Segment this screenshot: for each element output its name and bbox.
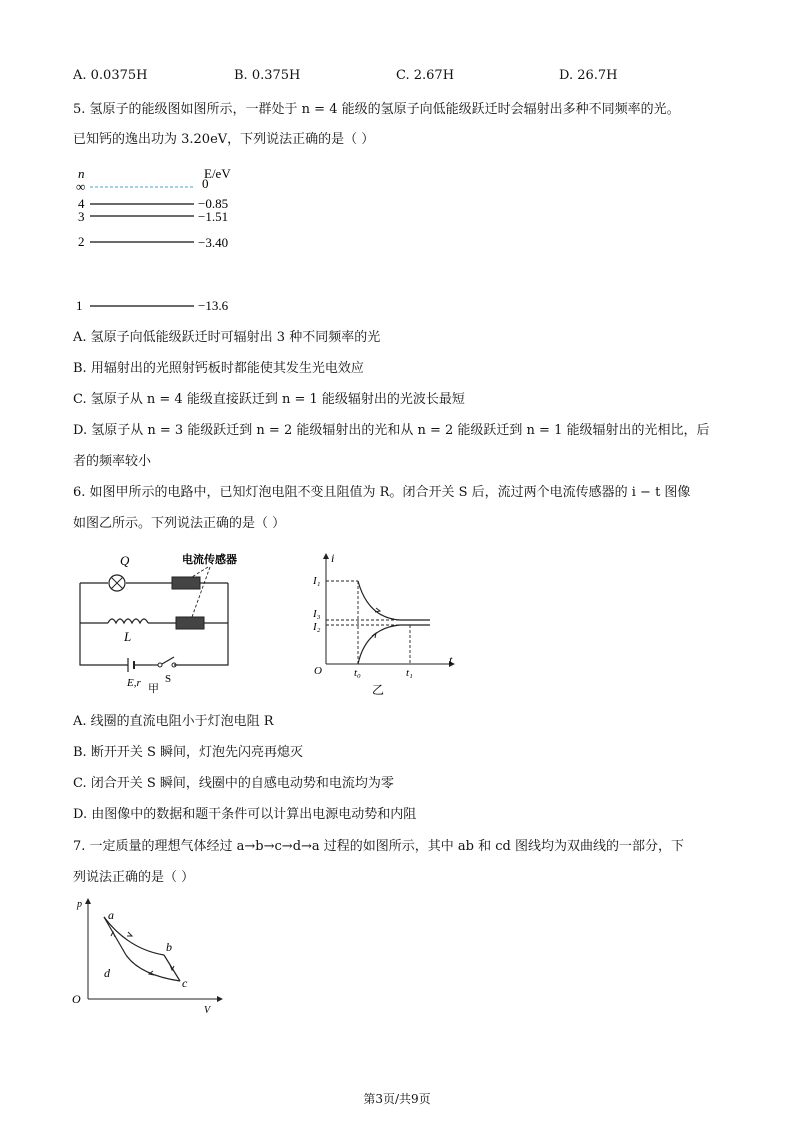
sensor-label: 电流传感器	[182, 554, 237, 566]
lamp-current-curve	[358, 581, 430, 620]
point-c-label: c	[182, 976, 188, 990]
q4-option-d: D. 26.7H	[559, 68, 618, 83]
level-e-inf: 0	[202, 176, 209, 191]
q4-option-c: C. 2.67H	[396, 68, 455, 83]
q6-stem-line1: 6. 如图甲所示的电路中，已知灯泡电阻不变且阻值为 R。闭合开关 S 后，流过两个电流传感器的 i − t 图像	[73, 485, 691, 500]
point-b-label: b	[166, 940, 172, 954]
level-n-3: 3	[78, 209, 85, 224]
q4-option-b: B. 0.375H	[234, 68, 301, 83]
q6-stem-line2: 如图乙所示。下列说法正确的是（ ）	[73, 516, 286, 531]
q7-stem-line1: 7. 一定质量的理想气体经过 a→b→c→d→a 过程的如图所示，其中 ab 和 cd 图线均为双曲线的一部分，下	[73, 839, 685, 854]
level-n-2: 2	[78, 234, 85, 249]
q5-option-d-line2: 者的频率较小	[73, 454, 152, 469]
level-n-inf: ∞	[76, 179, 86, 194]
current-sensor-1	[172, 577, 200, 589]
q4-option-a: A. 0.0375H	[73, 68, 148, 83]
energy-axis-label: E/eV	[204, 166, 231, 181]
battery-label: E,r	[127, 677, 141, 689]
level-e-1: −13.6	[198, 298, 229, 313]
inductor-icon	[108, 619, 148, 623]
level-e-3: −1.51	[198, 209, 229, 224]
q5-option-b: B. 用辐射出的光照射钙板时都能使其发生光电效应	[73, 361, 364, 376]
process-bc	[164, 955, 180, 981]
q5-option-c: C. 氢原子从 n = 4 能级直接跃迁到 n = 1 能级辐射出的光波长最短	[73, 392, 465, 407]
page-footer: 第3页/共9页	[363, 1092, 431, 1106]
q5-stem-line2: 已知钙的逸出功为 3.20eV，下列说法正确的是（ ）	[73, 132, 375, 147]
graph-caption: 乙	[372, 683, 385, 697]
i2-label: I₂	[313, 621, 321, 633]
q5-energy-level-diagram	[70, 160, 270, 320]
q5-option-a: A. 氢原子向低能级跃迁时可辐射出 3 种不同频率的光	[73, 330, 381, 345]
switch-icon	[162, 657, 174, 664]
i1-label: I₁	[313, 575, 321, 587]
pv-origin-label: O	[72, 992, 81, 1006]
point-a-label: a	[108, 908, 114, 922]
q6-option-d: D. 由图像中的数据和题干条件可以计算出电源电动势和内阻	[73, 807, 417, 822]
inductor-current-curve	[358, 625, 430, 664]
t0-label: t₀	[354, 667, 361, 679]
i3-label: I₃	[313, 608, 321, 620]
y-axis-label: i	[331, 551, 335, 565]
current-sensor-2	[176, 617, 204, 629]
level-e-2: −3.40	[198, 235, 229, 250]
lamp-label: Q	[120, 553, 130, 568]
inductor-label: L	[124, 629, 132, 644]
n-axis-label: n	[78, 166, 85, 181]
q7-pv-graph	[70, 895, 230, 1020]
t1-label: t₁	[406, 667, 413, 679]
q6-option-b: B. 断开开关 S 瞬间，灯泡先闪亮再熄灭	[73, 745, 303, 760]
level-n-4: 4	[78, 196, 85, 211]
switch-label: S	[165, 673, 172, 685]
q6-circuit-diagram	[70, 545, 250, 700]
q6-current-time-graph	[310, 550, 460, 700]
q5-stem-line1: 5. 氢原子的能级图如图所示，一群处于 n = 4 能级的氢原子向低能级跃迁时会辐射出多种不同频率的光。	[73, 102, 680, 117]
q6-option-a: A. 线圈的直流电阻小于灯泡电阻 R	[73, 714, 274, 729]
v-axis-label: V	[204, 1005, 211, 1016]
q5-option-d-line1: D. 氢原子从 n = 3 能级跃迁到 n = 2 能级辐射出的光和从 n = 2 能级跃迁到 n = 1 能级辐射出的光相比，后	[73, 423, 710, 438]
process-ab	[104, 917, 164, 955]
point-d-label: d	[104, 966, 110, 980]
circuit-caption: 甲	[148, 683, 159, 695]
level-e-4: −0.85	[198, 196, 229, 211]
origin-label: O	[314, 665, 322, 677]
level-n-1: 1	[76, 298, 83, 313]
q7-stem-line2: 列说法正确的是（ ）	[73, 870, 195, 885]
x-axis-label: t	[449, 653, 453, 667]
q6-option-c: C. 闭合开关 S 瞬间，线圈中的自感电动势和电流均为零	[73, 776, 394, 791]
p-axis-label: p	[77, 899, 82, 910]
